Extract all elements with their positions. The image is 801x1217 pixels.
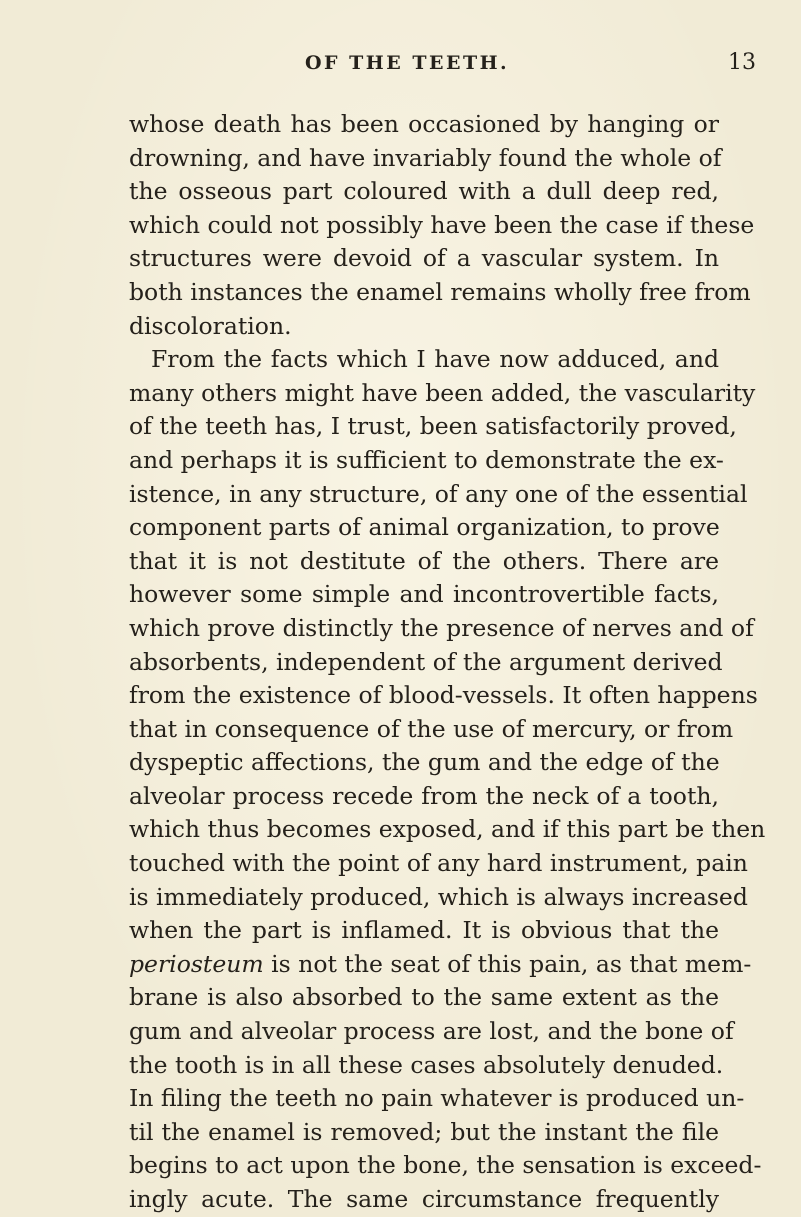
text-line: structures were devoid of a vascular system. In <box>129 244 719 273</box>
text-line-periosteum: periosteum is not the seat of this pain, as that mem- <box>129 949 752 978</box>
text-line: which prove distinctly the presence of nerves and of <box>129 613 754 642</box>
running-head-title: OF THE TEETH. <box>305 52 510 74</box>
paragraph-start-line: From the facts which I have now adduced, and <box>151 345 719 374</box>
text-line: that in consequence of the use of mercury, or from <box>129 714 734 743</box>
page-number: 13 <box>728 50 756 75</box>
text-line: from the existence of blood-vessels. It often happens <box>129 681 758 710</box>
text-line: of the teeth has, I trust, been satisfactorily proved, <box>129 412 737 441</box>
text-line: the tooth is in all these cases absolutely denuded. <box>129 1050 724 1079</box>
body-text <box>129 108 766 1217</box>
text-line: the osseous part coloured with a dull deep red, <box>129 177 719 206</box>
text-line: when the part is inflamed. It is obvious that the <box>129 916 719 945</box>
text-line: many others might have been added, the vascularity <box>129 378 756 407</box>
text-line: ingly acute. The same circumstance frequently <box>129 1185 719 1213</box>
paragraph-end-line: discoloration. <box>129 311 292 340</box>
text-line: In filing the teeth no pain whatever is produced un- <box>129 1084 745 1113</box>
text-line: that it is not destitute of the others. There are <box>129 546 719 575</box>
text-line: touched with the point of any hard instrument, pain <box>129 849 748 878</box>
italic-term: periosteum <box>129 949 264 978</box>
text-line: however some simple and incontrovertible facts, <box>129 580 719 609</box>
running-head <box>0 52 801 82</box>
text-line: begins to act upon the bone, the sensation is exceed- <box>129 1151 762 1180</box>
text-line: til the enamel is removed; but the instant the file <box>129 1117 719 1146</box>
text-line: brane is also absorbed to the same extent as the <box>129 983 719 1012</box>
text-line: is immediately produced, which is always increased <box>129 882 748 911</box>
text-line: absorbents, independent of the argument derived <box>129 647 723 676</box>
text-line: and perhaps it is sufficient to demonstrate the ex- <box>129 445 724 474</box>
text-line: alveolar process recede from the neck of a tooth, <box>129 781 719 810</box>
text-line: component parts of animal organization, to prove <box>129 513 720 542</box>
text-line: whose death has been occasioned by hanging or <box>129 110 719 138</box>
text-line: which could not possibly have been the case if these <box>129 210 755 239</box>
text-line: both instances the enamel remains wholly free from <box>129 277 751 306</box>
text-line: drowning, and have invariably found the whole of <box>129 143 722 172</box>
text-line: dyspeptic affections, the gum and the edge of the <box>129 748 720 777</box>
text-line: which thus becomes exposed, and if this part be then <box>129 815 766 844</box>
text-line: gum and alveolar process are lost, and the bone of <box>129 1017 734 1046</box>
text-line: istence, in any structure, of any one of the essential <box>129 479 748 508</box>
